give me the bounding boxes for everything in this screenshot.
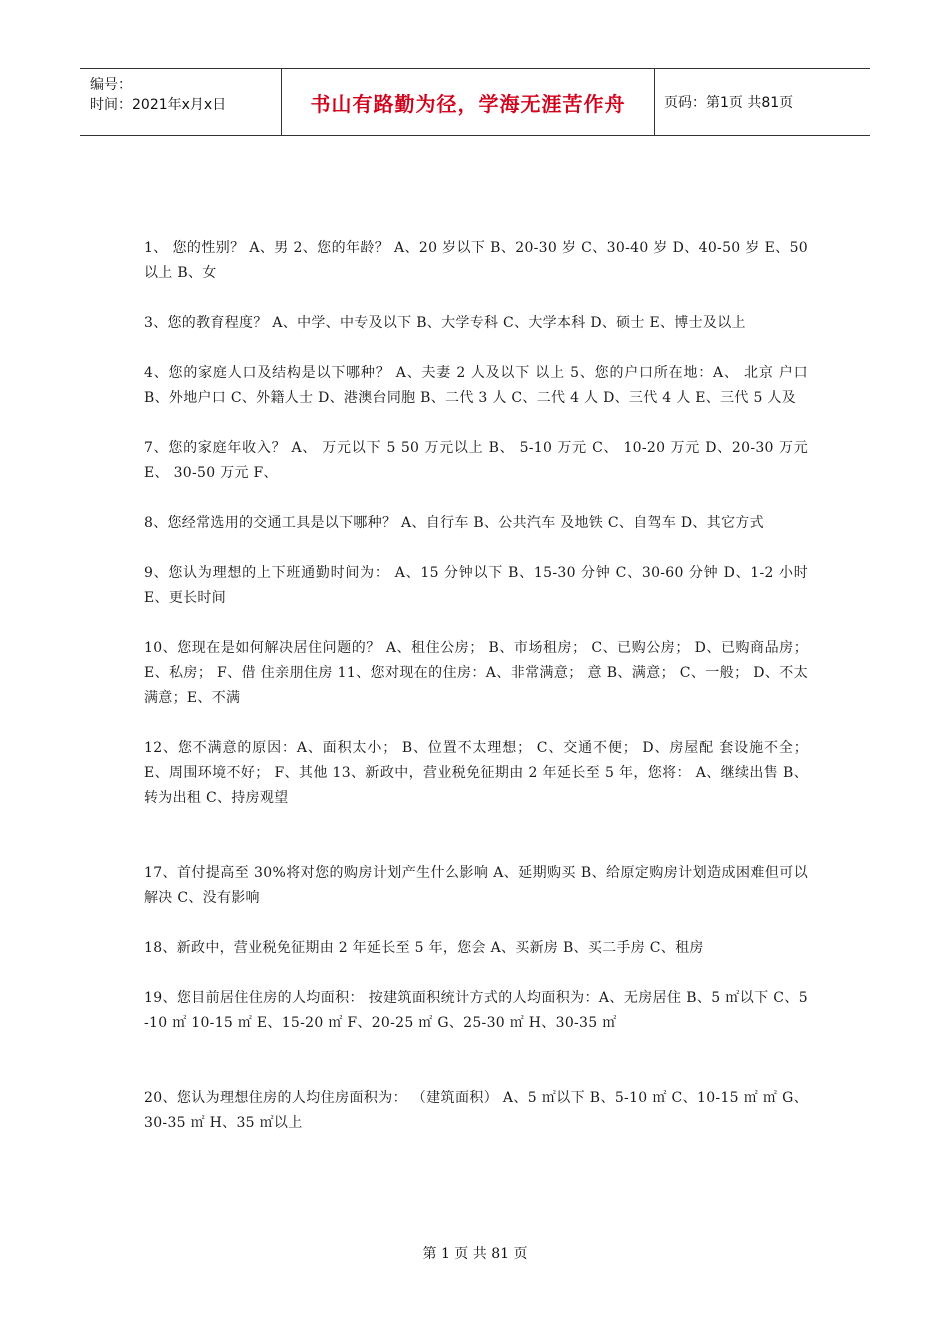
question-3: 3、您的教育程度？ A、中学、中专及以下 B、大学专科 C、大学本科 D、硕士 E、博士及以上 [144,315,746,331]
header-page-info: 页码：第1页 共81页 [664,95,794,111]
question-17: 17、首付提高至 30%将对您的购房计划产生什么影响 A、延期购买 B、给原定购房计划造成困难但可以解决 C、没有影响 [144,865,808,906]
question-8: 8、您经常选用的交通工具是以下哪种？ A、自行车 B、公共汽车 及地铁 C、自驾车 D、其它方式 [144,515,764,531]
question-1: 1、 您的性别？ A、男 2、您的年龄？ A、20 岁以下 B、20-30 岁 C、30-40 岁 D、40-50 岁 E、50 以上 B、女 [144,240,808,281]
question-19: 19、您目前居住住房的人均面积： 按建筑面积统计方式的人均面积为：A、无房居住 B、5 ㎡以下 C、5-10 ㎡ 10-15 ㎡ E、15-20 ㎡ F、20-25 ㎡ G、25-30 ㎡ H、30-35 ㎡ [144,990,808,1031]
questionnaire-body [144,236,808,1136]
question-12: 12、您不满意的原因：A、面积太小； B、位置不太理想； C、交通不便； D、房屋配 套设施不全； E、周围环境不好； F、其他 13、新政中，营业税免征期由 2 年延长至 5 年，您将： A、继续出售 B、转为出租 C、持房观望 [144,740,808,806]
date-label: 时间：2021年x月x日 [90,97,227,113]
question-20: 20、您认为理想住房的人均住房面积为： （建筑面积） A、5 ㎡以下 B、5-10 ㎡ C、10-15 ㎡ ㎡ G、30-35 ㎡ H、35 ㎡以上 [144,1090,808,1131]
header-motto: 书山有路勤为径，学海无涯苦作舟 [310,91,626,116]
header-divider-right [654,69,655,135]
question-9: 9、您认为理想的上下班通勤时间为： A、15 分钟以下 B、15-30 分钟 C、30-60 分钟 D、1-2 小时 E、更长时间 [144,565,808,606]
question-18: 18、新政中，营业税免征期由 2 年延长至 5 年，您会 A、买新房 B、买二手房 C、租房 [144,940,704,956]
question-10: 10、您现在是如何解决居住问题的？ A、租住公房； B、市场租房； C、已购公房； D、已购商品房； E、私房； F、借 住亲朋住房 11、您对现在的住房：A、非常满意； 意 B、满意； C、一般； D、不太满意；E、不满 [144,640,808,706]
serial-label: 编号： [90,77,132,93]
question-4: 4、您的家庭人口及结构是以下哪种？ A、夫妻 2 人及以下 以上 5、您的户口所在地：A、 北京 户口 B、外地户口 C、外籍人士 D、港澳台同胞 B、二代 3 人 C、二代 4 人 D、三代 4 人 E、三代 5 人及 [144,365,808,406]
page-footer: 第 1 页 共 81 页 [422,1246,528,1262]
question-7: 7、您的家庭年收入？ A、 万元以下 5 50 万元以上 B、 5-10 万元 C、 10-20 万元 D、20-30 万元 E、 30-50 万元 F、 [144,440,808,481]
page-header [80,68,870,136]
header-meta [90,75,226,115]
